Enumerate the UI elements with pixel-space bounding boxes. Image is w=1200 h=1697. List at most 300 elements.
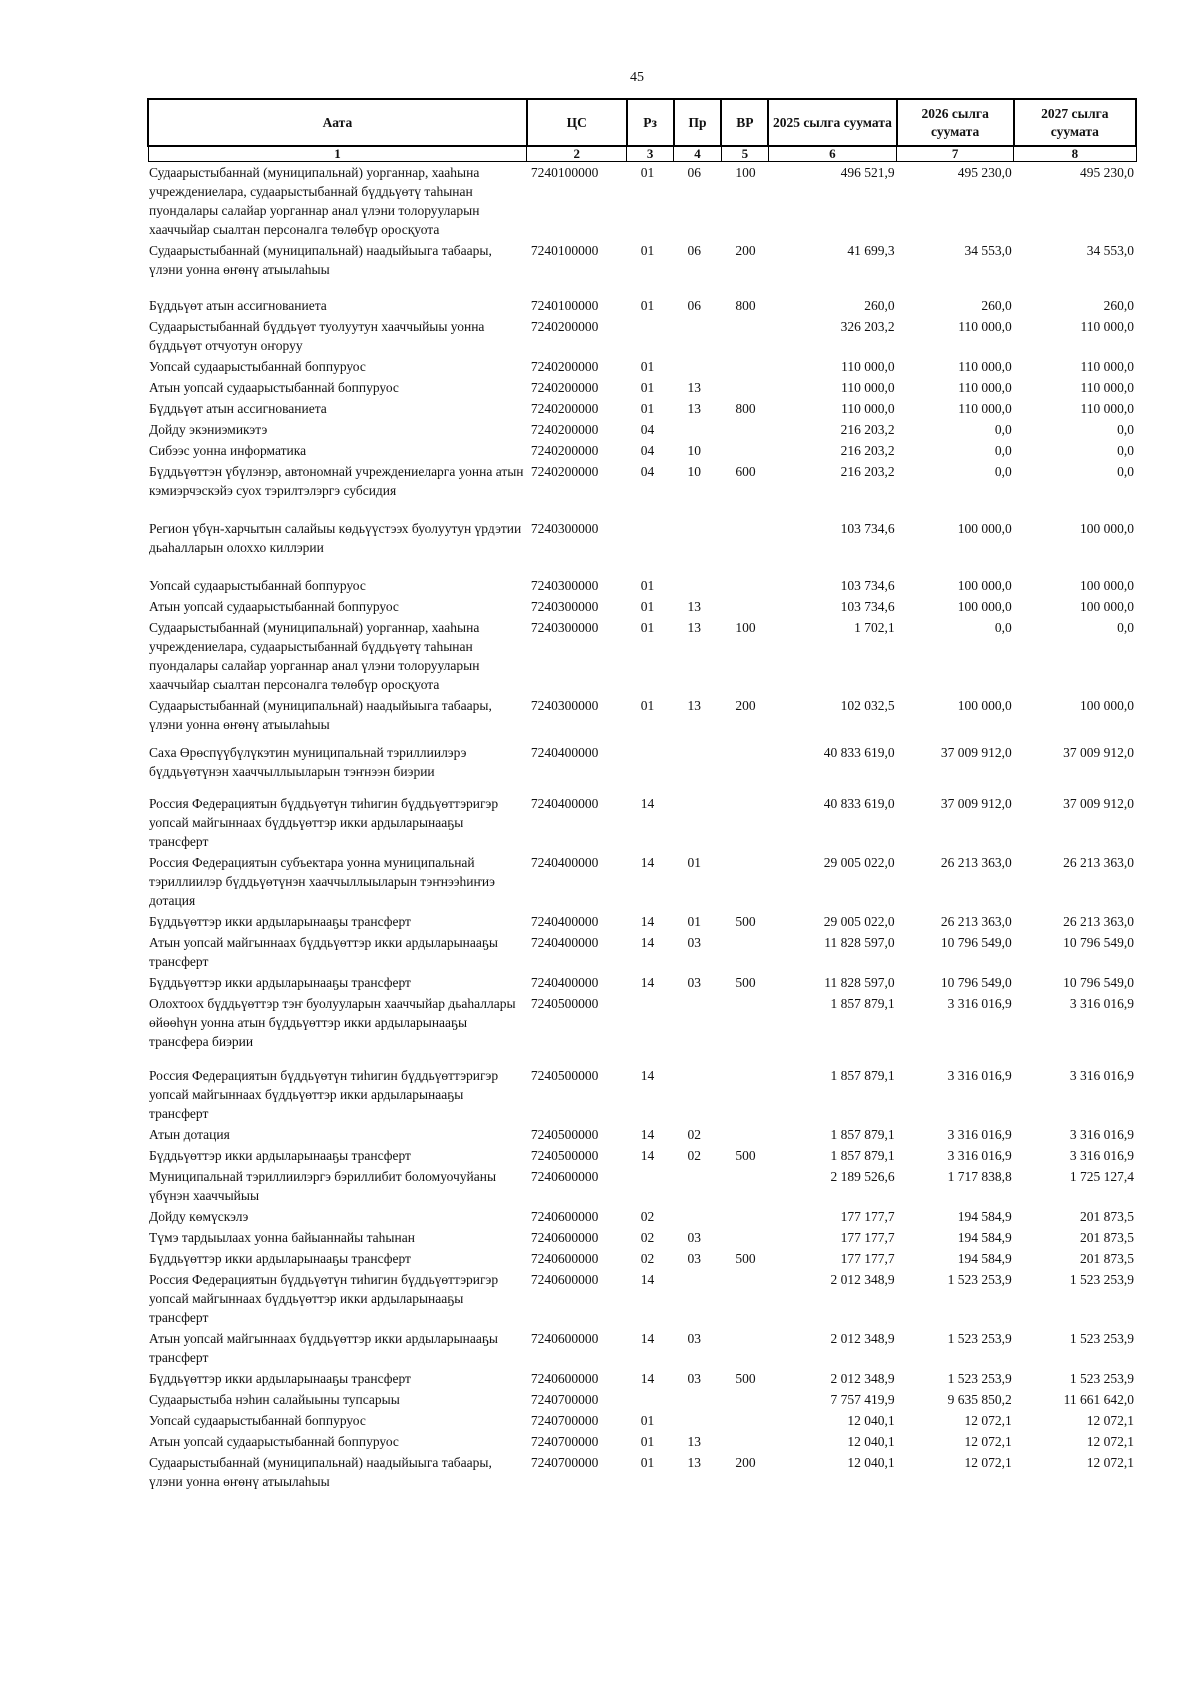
row-amount-2026: 0,0: [994, 443, 1012, 458]
row-amount-2027: 201 873,5: [1080, 1209, 1134, 1224]
row-cs-code: 7240600000: [530, 1169, 599, 1184]
row-amount-2025: 260,0: [864, 298, 895, 313]
table-row: [148, 1065, 1136, 1124]
row-vr-code: 200: [735, 243, 756, 258]
row-pr-code: 03: [687, 935, 702, 950]
row-amount-2027: 0,0: [1117, 464, 1134, 479]
row-amount-2026: 3 316 016,9: [947, 1127, 1012, 1142]
row-amount-2025: 1 857 879,1: [830, 1148, 895, 1163]
row-amount-2026: 1 523 253,9: [947, 1371, 1012, 1386]
row-vr-code: 800: [735, 298, 756, 313]
row-cs-code: 7240400000: [530, 796, 599, 811]
table-row: [148, 1431, 1136, 1452]
row-pr-code: 03: [687, 1371, 702, 1386]
table-row: [148, 972, 1136, 993]
row-cs-code: 7240600000: [530, 1230, 599, 1245]
row-pr-code: 13: [687, 380, 702, 395]
row-rz-code: 04: [640, 422, 655, 437]
row-pr-code: 10: [687, 443, 702, 458]
row-amount-2025: 1 857 879,1: [830, 1068, 895, 1083]
row-amount-2026: 12 072,1: [964, 1455, 1012, 1470]
row-pr-code: 13: [687, 1455, 702, 1470]
row-cs-code: 7240500000: [530, 1068, 599, 1083]
row-cs-code: 7240400000: [530, 935, 599, 950]
row-vr-code: [721, 852, 768, 911]
table-row: [148, 440, 1136, 461]
row-cs-code: 7240700000: [530, 1434, 599, 1449]
row-name: Дойду экэниэмикэтэ: [149, 422, 268, 437]
row-rz-code: [627, 1389, 674, 1410]
row-amount-2027: 100 000,0: [1080, 521, 1134, 536]
row-pr-code: 13: [687, 599, 702, 614]
row-name: Дойду көмүскэлэ: [149, 1209, 249, 1224]
row-amount-2027: 1 523 253,9: [1069, 1331, 1134, 1346]
table-body: [148, 162, 1136, 1493]
row-vr-code: [721, 1410, 768, 1431]
row-pr-code: [674, 742, 722, 793]
budget-table: [147, 98, 1137, 1492]
row-amount-2027: 37 009 912,0: [1063, 796, 1134, 811]
row-vr-code: [721, 356, 768, 377]
row-name: Сибээс уонна информатика: [149, 443, 307, 458]
row-pr-code: [674, 1166, 722, 1206]
row-vr-code: [721, 932, 768, 972]
row-vr-code: [721, 316, 768, 356]
row-vr-code: 800: [735, 401, 756, 416]
row-amount-2027: 495 230,0: [1080, 165, 1134, 180]
row-vr-code: [721, 1206, 768, 1227]
row-amount-2027: 10 796 549,0: [1063, 935, 1134, 950]
row-vr-code: 200: [735, 698, 756, 713]
row-amount-2027: 12 072,1: [1086, 1434, 1134, 1449]
table-row: [148, 1368, 1136, 1389]
row-amount-2026: 110 000,0: [958, 380, 1012, 395]
row-amount-2027: 12 072,1: [1086, 1455, 1134, 1470]
row-amount-2026: 0,0: [994, 422, 1012, 437]
row-amount-2025: 103 734,6: [840, 578, 895, 593]
row-rz-code: 01: [640, 401, 655, 416]
table-row: [148, 356, 1136, 377]
row-rz-code: 01: [640, 298, 655, 313]
row-cs-code: 7240400000: [530, 975, 599, 990]
row-name: Саха Өрөспүүбүлүкэтин муниципальнай тэриллиилэрэ бүддьүөтүнэн хааччыллыыларын тэҥнээн биэрии: [149, 745, 467, 779]
row-cs-code: 7240200000: [530, 443, 599, 458]
row-amount-2025: 1 702,1: [854, 620, 895, 635]
row-name: Уопсай судаарыстыбаннай боппуруос: [149, 578, 366, 593]
row-vr-code: 500: [735, 914, 756, 929]
row-name: Бүддьүөттэр икки ардыларынааҕы трансферт: [149, 914, 411, 929]
row-amount-2026: 1 523 253,9: [947, 1272, 1012, 1287]
row-amount-2025: 103 734,6: [840, 521, 895, 536]
row-amount-2025: 29 005 022,0: [823, 914, 895, 929]
row-amount-2025: 1 857 879,1: [830, 1127, 895, 1142]
row-pr-code: 01: [687, 855, 702, 870]
table-row: [148, 1452, 1136, 1492]
row-cs-code: 7240300000: [530, 698, 599, 713]
row-rz-code: 02: [640, 1251, 655, 1266]
header-cs: ЦС: [527, 99, 627, 146]
row-vr-code: [721, 377, 768, 398]
row-amount-2025: 2 012 348,9: [830, 1272, 895, 1287]
row-name: Судаарыстыбаннай (муниципальнай) наадыйыыга табаары, үлэни уонна өҥөнү атыылаһыы: [149, 243, 492, 277]
row-vr-code: [721, 1269, 768, 1328]
row-pr-code: 13: [687, 620, 702, 635]
row-rz-code: 01: [640, 1413, 655, 1428]
row-amount-2026: 260,0: [981, 298, 1012, 313]
table-row: [148, 993, 1136, 1065]
row-amount-2026: 12 072,1: [964, 1413, 1012, 1428]
table-row: [148, 742, 1136, 793]
row-vr-code: [721, 1166, 768, 1206]
row-amount-2026: 34 553,0: [964, 243, 1012, 258]
row-pr-code: [674, 1206, 722, 1227]
table-row: [148, 1206, 1136, 1227]
row-amount-2025: 177 177,7: [840, 1209, 895, 1224]
table-row: [148, 1227, 1136, 1248]
row-amount-2025: 12 040,1: [847, 1455, 895, 1470]
row-amount-2026: 194 584,9: [957, 1209, 1012, 1224]
row-rz-code: 14: [640, 1068, 655, 1083]
row-name: Бүддьүөттэр икки ардыларынааҕы трансферт: [149, 1251, 411, 1266]
row-rz-code: [627, 742, 674, 793]
row-amount-2026: 100 000,0: [957, 599, 1012, 614]
column-number: 1: [148, 146, 527, 162]
row-cs-code: 7240500000: [530, 1127, 599, 1142]
row-amount-2026: 100 000,0: [957, 578, 1012, 593]
row-amount-2027: 0,0: [1117, 443, 1134, 458]
row-cs-code: 7240700000: [530, 1413, 599, 1428]
row-rz-code: 04: [640, 464, 655, 479]
row-cs-code: 7240300000: [530, 620, 599, 635]
header-rz: Рз: [627, 99, 674, 146]
row-vr-code: [721, 1389, 768, 1410]
row-amount-2027: 110 000,0: [1080, 359, 1134, 374]
header-2026: 2026 сылга суумата: [897, 99, 1014, 146]
row-rz-code: 14: [640, 1272, 655, 1287]
row-pr-code: [674, 575, 722, 596]
row-amount-2027: 34 553,0: [1086, 243, 1134, 258]
row-cs-code: 7240600000: [530, 1272, 599, 1287]
row-cs-code: 7240200000: [530, 422, 599, 437]
row-amount-2027: 0,0: [1117, 422, 1134, 437]
row-rz-code: 14: [640, 1148, 655, 1163]
row-cs-code: 7240600000: [530, 1251, 599, 1266]
row-amount-2026: 194 584,9: [957, 1230, 1012, 1245]
row-pr-code: 06: [687, 165, 702, 180]
row-rz-code: 14: [640, 914, 655, 929]
table-row: [148, 1248, 1136, 1269]
row-rz-code: 01: [640, 578, 655, 593]
row-pr-code: 13: [687, 401, 702, 416]
column-number-row: [148, 146, 1136, 162]
row-amount-2025: 216 203,2: [840, 443, 895, 458]
row-rz-code: 01: [640, 359, 655, 374]
row-amount-2027: 110 000,0: [1080, 380, 1134, 395]
row-vr-code: [721, 518, 768, 575]
header-row: [148, 99, 1136, 146]
row-amount-2025: 216 203,2: [840, 464, 895, 479]
row-pr-code: 01: [687, 914, 702, 929]
row-name: Бүддьүөт атын ассигнованиета: [149, 401, 327, 416]
row-rz-code: 01: [640, 698, 655, 713]
table-row: [148, 695, 1136, 742]
row-name: Атын уопсай судаарыстыбаннай боппуруос: [149, 599, 399, 614]
row-amount-2026: 3 316 016,9: [947, 1068, 1012, 1083]
header-vr: ВР: [721, 99, 768, 146]
row-name: Бүддьүөттэр икки ардыларынааҕы трансферт: [149, 1148, 411, 1163]
row-amount-2027: 1 523 253,9: [1069, 1371, 1134, 1386]
row-amount-2027: 37 009 912,0: [1063, 745, 1134, 760]
column-number: 3: [627, 146, 674, 162]
row-rz-code: 14: [640, 1331, 655, 1346]
row-cs-code: 7240300000: [530, 599, 599, 614]
row-amount-2027: 1 523 253,9: [1069, 1272, 1134, 1287]
row-name: Муниципальнай тэриллиилэргэ бэриллибит боломуочуйаны үбүнэн хааччыйыы: [149, 1169, 497, 1203]
row-amount-2025: 12 040,1: [847, 1413, 895, 1428]
column-number: 4: [674, 146, 722, 162]
row-amount-2026: 0,0: [994, 620, 1012, 635]
row-cs-code: 7240600000: [530, 1331, 599, 1346]
row-pr-code: [674, 1269, 722, 1328]
row-amount-2027: 3 316 016,9: [1069, 1068, 1134, 1083]
row-pr-code: [674, 1410, 722, 1431]
table-row: [148, 1166, 1136, 1206]
row-pr-code: 06: [687, 243, 702, 258]
page-number: 45: [630, 70, 644, 85]
row-rz-code: 14: [640, 975, 655, 990]
row-cs-code: 7240400000: [530, 745, 599, 760]
row-name: Атын уопсай майгыннаах бүддьүөттэр икки ардыларынааҕы трансферт: [149, 935, 498, 969]
table-row: [148, 1145, 1136, 1166]
row-pr-code: 03: [687, 1251, 702, 1266]
row-vr-code: [721, 419, 768, 440]
row-pr-code: 06: [687, 298, 702, 313]
row-pr-code: 03: [687, 975, 702, 990]
row-amount-2026: 100 000,0: [957, 698, 1012, 713]
row-amount-2027: 3 316 016,9: [1069, 1148, 1134, 1163]
row-cs-code: 7240100000: [530, 298, 599, 313]
row-rz-code: 01: [640, 1455, 655, 1470]
table-row: [148, 1328, 1136, 1368]
row-amount-2026: 37 009 912,0: [940, 745, 1012, 760]
row-vr-code: 600: [735, 464, 756, 479]
row-pr-code: [674, 419, 722, 440]
row-amount-2027: 110 000,0: [1080, 319, 1134, 334]
row-rz-code: 01: [640, 165, 655, 180]
table-row: [148, 932, 1136, 972]
row-name: Уопсай судаарыстыбаннай боппуруос: [149, 1413, 366, 1428]
row-name: Россия Федерациятын бүддьүөтүн тиһигин бүддьүөттэригэр уопсай майгыннаах бүддьүөттэр икки ардыларынааҕы трансферт: [149, 796, 499, 849]
table-row: [148, 575, 1136, 596]
row-cs-code: 7240400000: [530, 855, 599, 870]
row-name: Судаарыстыбаннай (муниципальнай) уорганнар, хааһына учреждениелара, судаарыстыбаннай бүддьүөтү таһынан пуондалары салайар уорганнар анал үлэни толорууларын хааччыйар сыалтан персоналга төлөбүр оросқуота: [149, 620, 480, 692]
row-cs-code: 7240300000: [530, 521, 599, 536]
row-amount-2026: 1 717 838,8: [947, 1169, 1012, 1184]
row-vr-code: [721, 1124, 768, 1145]
row-amount-2027: 3 316 016,9: [1069, 996, 1134, 1011]
column-number: 5: [721, 146, 768, 162]
row-name: Уопсай судаарыстыбаннай боппуруос: [149, 359, 366, 374]
row-cs-code: 7240200000: [530, 319, 599, 334]
column-number: 7: [897, 146, 1014, 162]
table-row: [148, 793, 1136, 852]
row-vr-code: [721, 440, 768, 461]
row-pr-code: 13: [687, 1434, 702, 1449]
row-pr-code: 13: [687, 698, 702, 713]
row-cs-code: 7240100000: [530, 165, 599, 180]
table-row: [148, 1410, 1136, 1431]
row-amount-2027: 11 661 642,0: [1063, 1392, 1134, 1407]
row-name: Судаарыстыбаннай бүддьүөт туолуутун хааччыйыы уонна бүддьүөт отчуотун оҥоруу: [149, 319, 485, 353]
row-amount-2027: 110 000,0: [1080, 401, 1134, 416]
table-row: [148, 911, 1136, 932]
row-cs-code: 7240500000: [530, 996, 599, 1011]
row-pr-code: 02: [687, 1127, 702, 1142]
row-rz-code: 02: [640, 1230, 655, 1245]
row-cs-code: 7240200000: [530, 380, 599, 395]
row-name: Атын уопсай судаарыстыбаннай боппуруос: [149, 380, 399, 395]
row-amount-2026: 0,0: [994, 464, 1012, 479]
row-amount-2027: 1 725 127,4: [1069, 1169, 1134, 1184]
row-cs-code: 7240200000: [530, 401, 599, 416]
table-row: [148, 316, 1136, 356]
row-name: Судаарыстыбаннай (муниципальнай) наадыйыыга табаары, үлэни уонна өҥөнү атыылаһыы: [149, 1455, 492, 1489]
table-row: [148, 240, 1136, 295]
row-amount-2025: 110 000,0: [841, 401, 895, 416]
row-name: Россия Федерациятын бүддьүөтүн тиһигин бүддьүөттэригэр уопсай майгыннаах бүддьүөттэр икки ардыларынааҕы трансферт: [149, 1068, 499, 1121]
row-pr-code: 10: [687, 464, 702, 479]
header-2025: 2025 сылга суумата: [768, 99, 896, 146]
row-amount-2025: 2 189 526,6: [830, 1169, 895, 1184]
row-amount-2027: 201 873,5: [1080, 1251, 1134, 1266]
row-rz-code: 14: [640, 796, 655, 811]
table-row: [148, 162, 1136, 241]
row-pr-code: [674, 1065, 722, 1124]
row-amount-2027: 26 213 363,0: [1063, 914, 1134, 929]
row-rz-code: 04: [640, 443, 655, 458]
row-name: Атын уопсай майгыннаах бүддьүөттэр икки ардыларынааҕы трансферт: [149, 1331, 498, 1365]
row-amount-2026: 3 316 016,9: [947, 996, 1012, 1011]
row-rz-code: [627, 1166, 674, 1206]
row-amount-2026: 26 213 363,0: [940, 914, 1012, 929]
header-pr: Пр: [674, 99, 722, 146]
row-vr-code: 500: [735, 975, 756, 990]
row-amount-2025: 110 000,0: [841, 380, 895, 395]
row-cs-code: 7240200000: [530, 464, 599, 479]
table-row: [148, 518, 1136, 575]
row-cs-code: 7240600000: [530, 1209, 599, 1224]
row-amount-2025: 177 177,7: [840, 1230, 895, 1245]
row-amount-2026: 12 072,1: [964, 1434, 1012, 1449]
row-vr-code: [721, 575, 768, 596]
row-rz-code: [627, 518, 674, 575]
row-name: Бүддьүөттэр икки ардыларынааҕы трансферт: [149, 1371, 411, 1386]
row-amount-2027: 201 873,5: [1080, 1230, 1134, 1245]
row-vr-code: [721, 793, 768, 852]
row-rz-code: 14: [640, 1371, 655, 1386]
row-cs-code: 7240600000: [530, 1371, 599, 1386]
row-amount-2026: 110 000,0: [958, 401, 1012, 416]
row-pr-code: [674, 518, 722, 575]
table-row: [148, 377, 1136, 398]
row-pr-code: [674, 356, 722, 377]
table-row: [148, 419, 1136, 440]
row-name: Атын дотация: [149, 1127, 230, 1142]
row-pr-code: [674, 793, 722, 852]
row-amount-2025: 2 012 348,9: [830, 1371, 895, 1386]
row-amount-2027: 100 000,0: [1080, 578, 1134, 593]
row-vr-code: [721, 1065, 768, 1124]
row-amount-2026: 110 000,0: [958, 359, 1012, 374]
row-rz-code: 01: [640, 1434, 655, 1449]
row-amount-2025: 496 521,9: [840, 165, 895, 180]
row-amount-2025: 12 040,1: [847, 1434, 895, 1449]
row-name: Судаарыстыбаннай (муниципальнай) уорганнар, хааһына учреждениелара, судаарыстыбаннай бүддьүөтү таһынан пуондалары салайар уорганнар анал үлэни толорууларын хааччыйар сыалтан персоналга төлөбүр оросқуота: [149, 165, 480, 237]
row-amount-2026: 10 796 549,0: [940, 935, 1012, 950]
row-pr-code: 02: [687, 1148, 702, 1163]
row-vr-code: [721, 1328, 768, 1368]
row-pr-code: [674, 1389, 722, 1410]
row-amount-2025: 103 734,6: [840, 599, 895, 614]
row-amount-2027: 100 000,0: [1080, 698, 1134, 713]
row-vr-code: [721, 1431, 768, 1452]
row-name: Судаарыстыба нэһин салайыыны тупсарыы: [149, 1392, 400, 1407]
row-rz-code: 01: [640, 380, 655, 395]
row-rz-code: 02: [640, 1209, 655, 1224]
row-amount-2027: 3 316 016,9: [1069, 1127, 1134, 1142]
table-row: [148, 596, 1136, 617]
row-vr-code: [721, 596, 768, 617]
row-vr-code: [721, 742, 768, 793]
row-name: Бүддьүөттэр икки ардыларынааҕы трансферт: [149, 975, 411, 990]
row-amount-2025: 216 203,2: [840, 422, 895, 437]
row-name: Судаарыстыбаннай (муниципальнай) наадыйыыга табаары, үлэни уонна өҥөнү атыылаһыы: [149, 698, 492, 732]
row-rz-code: 01: [640, 599, 655, 614]
row-amount-2025: 40 833 619,0: [823, 745, 895, 760]
row-pr-code: [674, 316, 722, 356]
row-amount-2027: 12 072,1: [1086, 1413, 1134, 1428]
row-amount-2026: 194 584,9: [957, 1251, 1012, 1266]
row-vr-code: 500: [735, 1371, 756, 1386]
row-rz-code: 14: [640, 855, 655, 870]
row-amount-2025: 1 857 879,1: [830, 996, 895, 1011]
row-pr-code: 03: [687, 1331, 702, 1346]
row-vr-code: [721, 993, 768, 1065]
row-vr-code: 100: [735, 165, 756, 180]
column-number: 8: [1014, 146, 1136, 162]
table-row: [148, 398, 1136, 419]
row-vr-code: 200: [735, 1455, 756, 1470]
row-cs-code: 7240500000: [530, 1148, 599, 1163]
row-rz-code: 01: [640, 243, 655, 258]
row-amount-2025: 41 699,3: [847, 243, 895, 258]
header-2027: 2027 сылга суумата: [1014, 99, 1136, 146]
row-amount-2025: 326 203,2: [840, 319, 895, 334]
row-name: Бүддьүөттэн үбүлэнэр, автономнай учреждениеларга уонна атын кэмиэрчэскэйэ суох тэрилтэлэргэ субсидия: [149, 464, 524, 498]
row-name: Түмэ тардыылаах уонна байыаннайы таһынан: [149, 1230, 415, 1245]
row-amount-2026: 110 000,0: [958, 319, 1012, 334]
table-row: [148, 295, 1136, 316]
row-amount-2026: 1 523 253,9: [947, 1331, 1012, 1346]
row-rz-code: 14: [640, 935, 655, 950]
row-amount-2026: 9 635 850,2: [947, 1392, 1012, 1407]
row-cs-code: 7240700000: [530, 1392, 599, 1407]
table-row: [148, 617, 1136, 695]
row-amount-2025: 40 833 619,0: [823, 796, 895, 811]
row-amount-2026: 26 213 363,0: [940, 855, 1012, 870]
row-pr-code: [674, 993, 722, 1065]
row-amount-2027: 0,0: [1117, 620, 1134, 635]
